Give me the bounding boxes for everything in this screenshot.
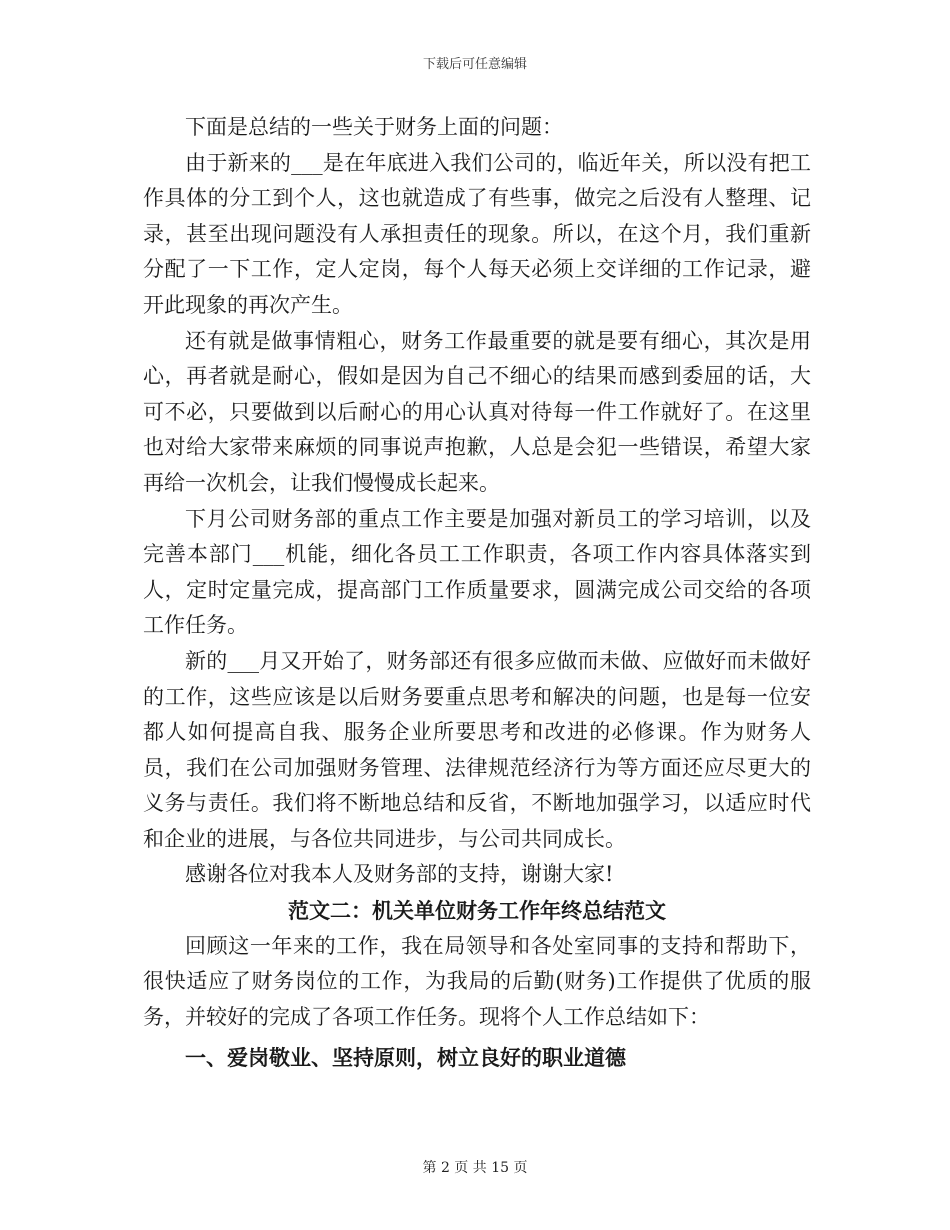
paragraph-carelessness: 还有就是做事情粗心，财务工作最重要的就是要有细心，其次是用心，再者就是耐心，假如是因为自己不细心的结果而感到委屈的话，大可不必，只要做到以后耐心的用心认真对待每一件工作就好了。在这里也对给大家带来麻烦的同事说声抱歉，人总是会犯一些错误，希望大家再给一次机会，让我们慢慢成长起来。 xyxy=(143,328,811,495)
section-heading: 一、爱岗敬业、坚持原则，树立良好的职业道德 xyxy=(185,1045,626,1071)
page-header: 下载后可任意编辑 xyxy=(422,57,527,72)
paragraph-thanks: 感谢各位对我本人及财务部的支持，谢谢大家! xyxy=(185,862,614,887)
document-body xyxy=(143,110,811,1076)
paragraph-new-month: 新的___月又开始了，财务部还有很多应做而未做、应做好而未做好的工作，这些应该是以后财务要重点思考和解决的问题，也是每一位安都人如何提高自我、服务企业所要思考和改进的必修课。作为财务人员，我们在公司加强财务管理、法律规范经济行为等方面还应尽更大的义务与责任。我们将不断地总结和反省，不断地加强学习，以适应时代和企业的进展，与各位共同进步，与公司共同成长。 xyxy=(143,648,811,851)
paragraph-work-assignment: 由于新来的___是在年底进入我们公司的，临近年关，所以没有把工作具体的分工到个人，这也就造成了有些事，做完之后没有人整理、记录，甚至出现问题没有人承担责任的现象。所以，在这个月，我们重新分配了一下工作，定人定岗，每个人每天必须上交详细的工作记录，避开此现象的再次产生。 xyxy=(143,150,811,317)
page-footer: 第 2 页 共 15 页 xyxy=(422,1160,528,1176)
paragraph-intro-line: 下面是总结的一些关于财务上面的问题： xyxy=(185,115,563,139)
paragraph-review: 回顾这一年来的工作，我在局领导和各处室同事的支持和帮助下，很快适应了财务岗位的工作，为我局的后勤(财务)工作提供了优质的服务，并较好的完成了各项工作任务。现将个人工作总结如下： xyxy=(143,933,811,1029)
paragraph-next-month-plan: 下月公司财务部的重点工作主要是加强对新员工的学习培训，以及完善本部门___机能，细化各员工工作职责，各项工作内容具体落实到人，定时定量完成，提高部门工作质量要求，圆满完成公司交给的各项工作任务。 xyxy=(143,506,811,638)
section-title: 范文二：机关单位财务工作年终总结范文 xyxy=(288,898,666,924)
